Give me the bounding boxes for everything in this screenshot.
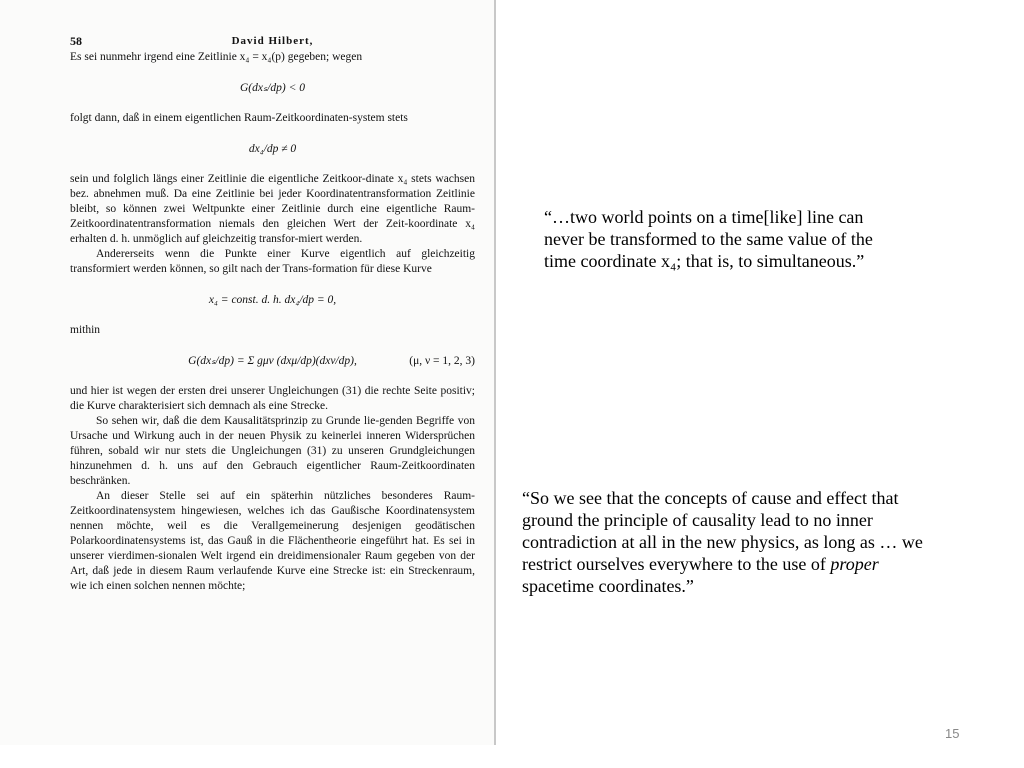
scanned-page-text: [70, 30, 475, 594]
slide-number: 15: [945, 726, 960, 741]
page-number: 58: [70, 34, 82, 48]
paragraph-1: Es sei nunmehr irgend eine Zeitlinie x₄ = x₄(p) gegeben; wegen: [70, 51, 363, 63]
equation-4-indices: (μ, ν = 1, 2, 3): [409, 354, 475, 367]
quote-causality-end: spacetime coordinates.”: [522, 576, 694, 596]
quote-simultaneity: “…two world points on a time[like] line can never be transformed to the same value of the time coordinate x₄; that is, to simultaneous.”: [544, 207, 873, 271]
quote-causality: [522, 487, 952, 597]
paragraph-4: Andererseits wenn die Punkte einer Kurve eigentlich auf gleichzeitig transformiert werden können, so gilt nach der Trans-formation für diese Kurve: [70, 248, 475, 275]
equation-3: x₄ = const. d. h. dx₄/dp = 0,: [208, 293, 337, 306]
paragraph-8: An dieser Stelle sei auf ein späterhin nützliches besonderes Raum-Zeitkoordinatensystem hingewiesen, welches ich das Gaußische Koordinatensystem nennen möchte, weil es die Verallgemeinerung desjenigen geodätischen Polarkoordinatensystems ist, das Gauß in die Flächentheorie eingeführt hat. Es sei in unserer vierdimen-sionalen Welt irgend ein dreidimensionaler Raum gegeben von der Art, daß jede in diesem Raum verlaufende Kurve eine Strecke ist: ein Streckenraum, wie ich einen solchen nennen möchte;: [70, 490, 475, 592]
paragraph-3: sein und folglich längs einer Zeitlinie die eigentliche Zeitkoor-dinate x₄ stets wachsen bez. abnehmen muß. Da eine Zeitlinie bei jeder Koordinatentransformation Zeitlinie bleibt, so können zwei Weltpunkte einer Zeitlinie durch eine eigentliche Raum-Zeitkoordinatentransformation niemals den gleichen Wert der Zeit-koordinate x₄ erhalten d. h. unmöglich auf gleichzeitig transfor-miert werden.: [70, 173, 475, 245]
quote-causality-start: “So we see that the concepts of cause and effect that ground the principle of causality lead to no inner contradiction at all in the new physics, as long as … we restrict ourselves everywhere to the use of: [522, 488, 923, 574]
equation-4-body: G(dxₛ/dp) = Σ gμν (dxμ/dp)(dxν/dp),: [188, 354, 357, 367]
paragraph-7: So sehen wir, daß die dem Kausalitätsprinzip zu Grunde lie-genden Begriffe von Ursache und Wirkung auch in der neuen Physik zu keinerlei inneren Widersprüchen führen, sobald wir nur stets die Ungleichungen (31) zu unseren Grundgleichungen hinzunehmen d. h. uns auf den Gebrauch eigentlicher Raum-Zeitkoordinaten beschränken.: [70, 415, 475, 487]
equation-1: G(dxₛ/dp) < 0: [239, 81, 306, 94]
equation-2: dx₄/dp ≠ 0: [248, 142, 297, 155]
paragraph-5: mithin: [70, 324, 101, 336]
equation-4: [70, 342, 475, 380]
paragraph-6: und hier ist wegen der ersten drei unserer Ungleichungen (31) die rechte Seite positiv; die Kurve charakterisiert sich demnach als eine Strecke.: [70, 385, 475, 412]
paragraph-2: folgt dann, daß in einem eigentlichen Raum-Zeitkoordinaten-system stets: [70, 112, 408, 124]
scanned-page: [0, 0, 496, 745]
running-head-author: David Hilbert,: [231, 35, 314, 47]
page-header: [70, 30, 475, 50]
quote-causality-emphasis: proper: [830, 554, 879, 574]
